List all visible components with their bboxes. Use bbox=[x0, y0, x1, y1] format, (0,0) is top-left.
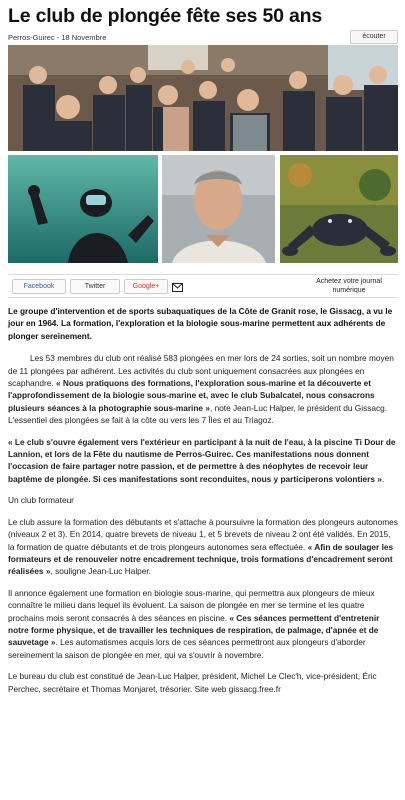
photo-lobster[interactable] bbox=[280, 155, 398, 263]
photo-portrait[interactable] bbox=[162, 155, 275, 263]
article-paragraph-1: Les 53 membres du club ont réalisé 583 plongées en mer lors de 24 sorties, soit un nombre moyen de 11 plongées par adhérent. Les activités du club sont uniquement consacrées aux plongées en scaphandre. « Nous pratiquons des formations, l'exploration sous-marine et la découverte et l'approfondissement de la biologie sous-marine et, avec le club Subalcatel, nous consacrons plusieurs séances à la photographie sous-marine », note Jean-Luc Halper, le président du Gissacg. L'essentiel des plongées se fait à la côte ou vers les 7 Îles et au Triagoz. bbox=[8, 353, 394, 426]
article-paragraph-4: Il annonce également une formation en biologie sous-marine, qui permettra aux plongeurs de mieux connaître le milieu dans lequel ils évoluent. La saison de plongée en mer se termine et les quatre prochains mois seront consacrés à des séances en piscine. « Ces séances permettent d'entretenir notre forme physique, et de travailler les techniques de respiration, de palmage, d'apnée et de sauvetage ». Les automatismes acquis lors de ces séances permettront aux plongeurs d'aborder sereinement la saison de plongée en mer, qui va s'ouvrir à novembre. bbox=[8, 587, 380, 660]
share-bar bbox=[8, 274, 398, 298]
photo-diver[interactable] bbox=[8, 155, 158, 263]
envelope-icon[interactable] bbox=[172, 280, 183, 291]
article-paragraph-5: Le bureau du club est constitué de Jean-Luc Halper, président, Michel Le Clec'h, vice-président, Éric Perchec, secrétaire et Thomas Monjaret, trésorier. Site web gissacg.free.fr bbox=[8, 671, 377, 694]
photo-audience[interactable] bbox=[8, 45, 398, 151]
article-paragraph-2: « Le club s'ouvre également vers l'extérieur en participant à la nuit de l'eau, à la piscine Ti Dour de Lannion, et lors de la Fête du nautisme de Perros-Guirec. Ces manifestations nous donnent l'occasion de faire partager notre passion, et de permettre à des néophytes de recevoir leur baptême de plongée. Si ces manifestations sont reconduites, nous y participerons volontiers ». bbox=[8, 436, 396, 484]
twitter-share-button[interactable]: Twitter bbox=[70, 279, 120, 294]
article-meta: Perros-Guirec - 18 Novembre bbox=[8, 33, 107, 42]
google-share-button[interactable]: Google+ bbox=[124, 279, 168, 294]
article-subhead: Un club formateur bbox=[8, 495, 74, 506]
article-lead: Le groupe d'intervention et de sports subaquatiques de la Côte de Granit rose, le Gissacg, a vu le jour en 1964. La formation, l'exploration et la biologie sous-marine permettent aux adhérents de plonger sereinement. bbox=[8, 306, 393, 341]
article-paragraph-3: Le club assure la formation des débutants et s'attache à poursuivre la formation des plongeurs autonomes (niveaux 2 et 3). En 2014, quatre brevets de niveau 1, et 5 brevets de niveau 2 ont été validés. En 2015, la formation de quatre débutants et de trois plongeurs autonomes sera effectuée. « Afin de soulager les formateurs et de renouveler notre encadrement technique, trois formations d'encadrement seront réalisées », souligne Jean-Luc Halper. bbox=[8, 516, 398, 577]
listen-button[interactable]: écouter bbox=[350, 30, 398, 44]
facebook-share-button[interactable]: Facebook bbox=[12, 279, 66, 294]
page-title: Le club de plongée fête ses 50 ans bbox=[8, 5, 322, 27]
article-body bbox=[8, 305, 398, 704]
buy-journal-link[interactable]: Achetez votre journal numérique bbox=[316, 278, 382, 294]
